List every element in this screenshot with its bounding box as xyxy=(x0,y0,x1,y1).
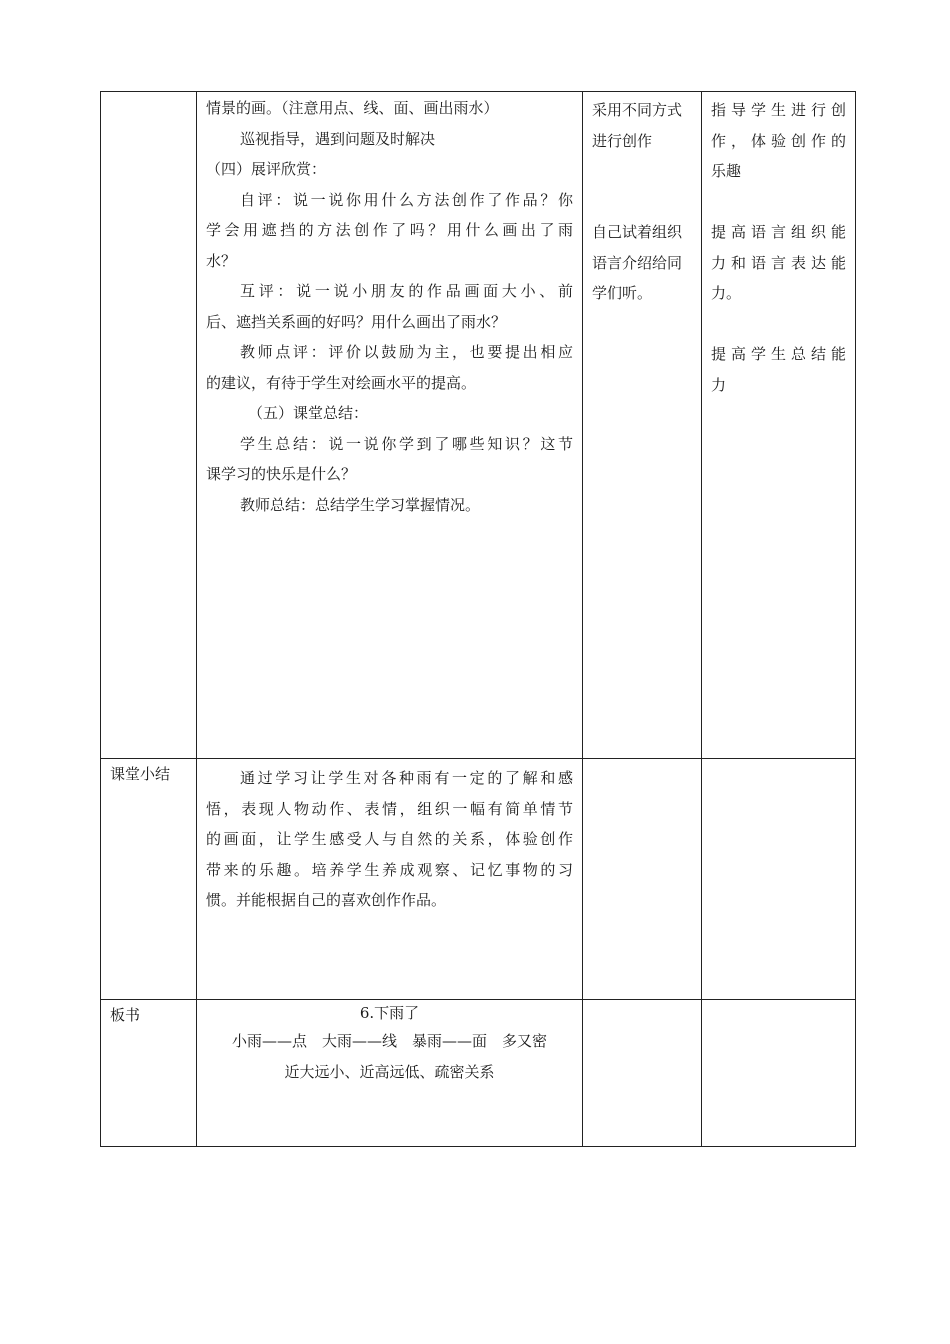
activities-label-cell xyxy=(101,92,197,759)
board-student-cell xyxy=(583,1000,702,1147)
intent-line: 指导学生进行创 xyxy=(711,101,846,119)
summary-content-cell xyxy=(197,759,583,1000)
board-label-cell xyxy=(101,1000,197,1147)
board-label: 板书 xyxy=(110,1006,141,1024)
board-title: 6.下雨了 xyxy=(359,1004,420,1022)
summary-label: 课堂小结 xyxy=(110,765,171,783)
process-line: 后、遮挡关系画的好吗？用什么画出了雨水？ xyxy=(206,312,507,331)
student-line: 采用不同方式 xyxy=(592,101,683,119)
process-line: 自评：说一说你用什么方法创作了作品？你 xyxy=(240,190,573,209)
process-line: 水？ xyxy=(206,251,237,270)
intent-line: 提高语言组织能 xyxy=(711,223,846,241)
board-content-cell xyxy=(197,1000,583,1147)
process-line: 学会用遮挡的方法创作了吗？用什么画出了雨 xyxy=(206,221,573,239)
board-intent-cell xyxy=(702,1000,856,1147)
intent-line: 力。 xyxy=(711,284,742,302)
student-line: 语言介绍给同 xyxy=(592,253,683,272)
intent-line: 力 xyxy=(711,375,727,394)
intent-line: 提高学生总结能 xyxy=(711,345,846,363)
process-line: 巡视指导，遇到问题及时解决 xyxy=(240,129,436,148)
intent-line: 作，体验创作的 xyxy=(711,131,846,150)
board-line: 小雨——点 大雨——线 暴雨——面 多又密 xyxy=(231,1032,547,1050)
process-line: 教师总结：总结学生学习掌握情况。 xyxy=(240,495,481,514)
intent-line: 乐趣 xyxy=(711,162,742,180)
student-line: 自己试着组织 xyxy=(592,223,683,241)
process-line: 课学习的快乐是什么？ xyxy=(206,465,357,483)
process-line: 互评：说一说小朋友的作品画面大小、前 xyxy=(240,282,573,300)
summary-student-cell xyxy=(583,759,702,1000)
summary-line: 通过学习让学生对各种雨有一定的了解和感 xyxy=(240,769,573,787)
process-heading: （五）课堂总结： xyxy=(248,404,369,422)
lesson-plan-table xyxy=(100,91,856,1147)
board-line: 近大远小、近高远低、疏密关系 xyxy=(284,1062,495,1081)
summary-intent-cell xyxy=(702,759,856,1000)
activities-row xyxy=(101,92,856,759)
summary-line: 惯。并能根据自己的喜欢创作作品。 xyxy=(206,891,447,909)
process-line: 学生总结：说一说你学到了哪些知识？这节 xyxy=(240,434,573,453)
student-line: 进行创作 xyxy=(592,131,653,150)
summary-line: 带来的乐趣。培养学生养成观察、记忆事物的习 xyxy=(206,860,573,879)
process-heading: （四）展评欣赏： xyxy=(206,160,327,178)
summary-line: 的画面，让学生感受人与自然的关系，体验创作 xyxy=(206,830,573,848)
process-line: 情景的画。（注意用点、线、面、画出雨水） xyxy=(206,99,499,117)
intent-line: 力和语言表达能 xyxy=(711,253,846,272)
process-line: 教师点评：评价以鼓励为主，也要提出相应 xyxy=(240,343,573,361)
board-row xyxy=(101,1000,856,1147)
summary-line: 悟，表现人物动作、表情，组织一幅有简单情节 xyxy=(206,799,573,818)
summary-row xyxy=(101,759,856,1000)
student-activity-cell xyxy=(583,92,702,759)
process-line: 的建议，有待于学生对绘画水平的提高。 xyxy=(206,373,477,392)
student-line: 学们听。 xyxy=(592,284,653,302)
teaching-process-cell xyxy=(197,92,583,759)
summary-label-cell xyxy=(101,759,197,1000)
design-intent-cell xyxy=(702,92,856,759)
